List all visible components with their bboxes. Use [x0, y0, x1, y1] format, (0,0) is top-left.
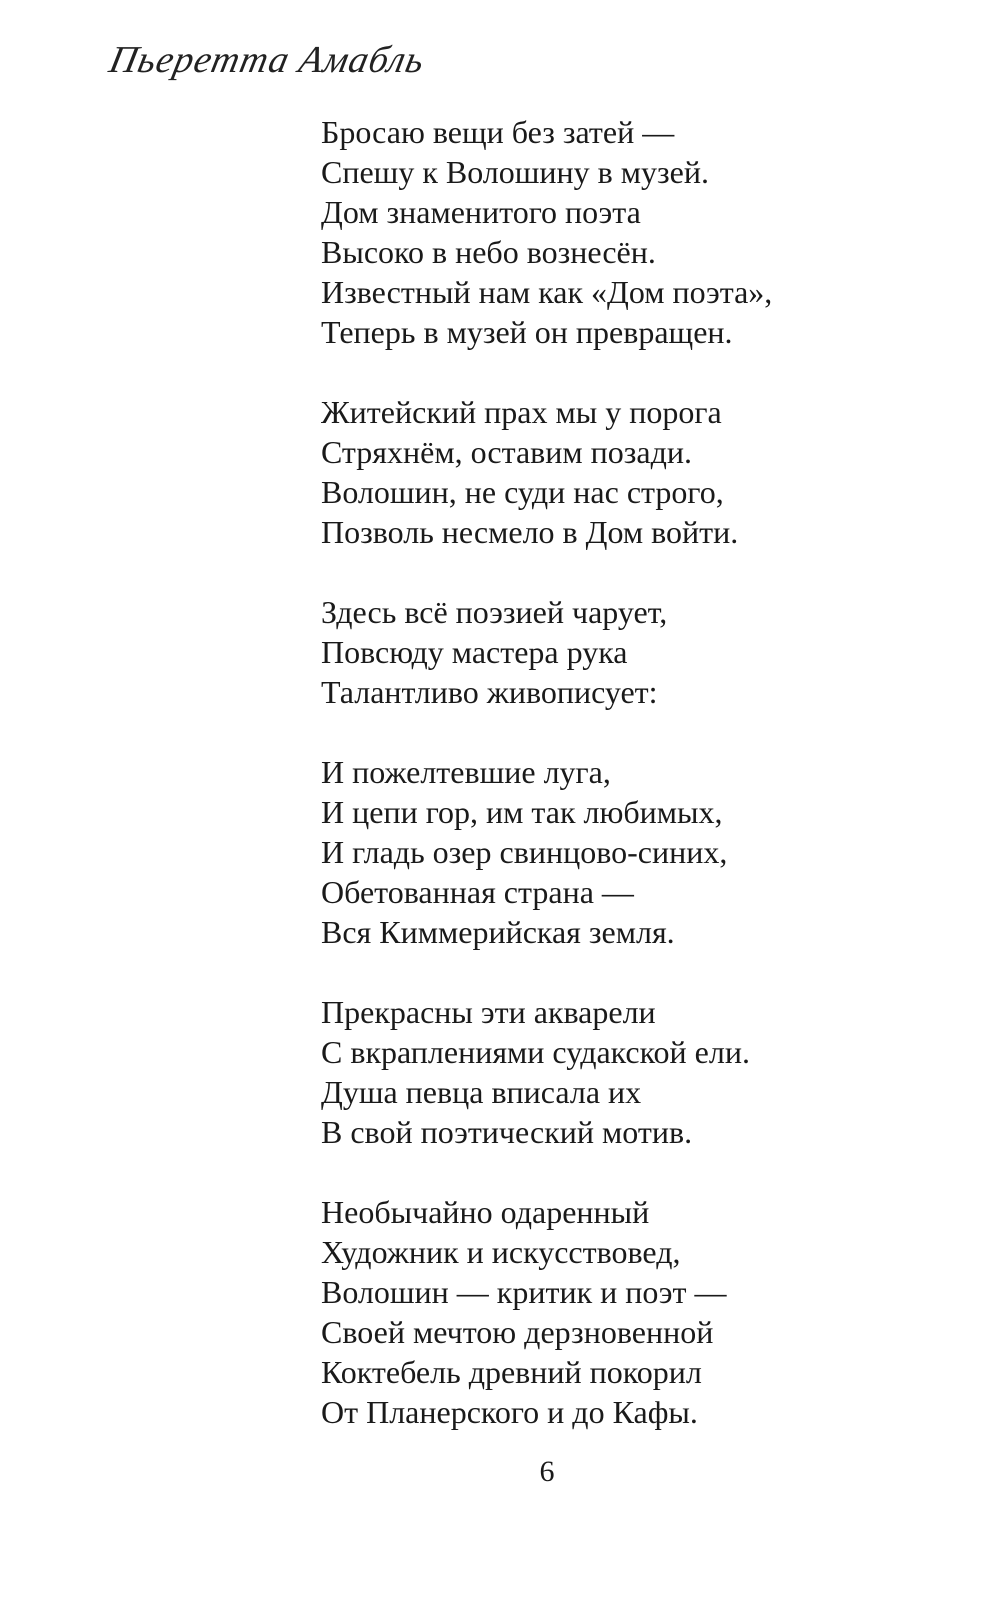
poem-line: Волошин, не суди нас строго,	[321, 474, 724, 510]
poem-stanza	[321, 1192, 921, 1432]
poem-stanza	[321, 112, 921, 352]
poem-line: Коктебель древний покорил	[321, 1354, 702, 1390]
poem-line: И пожелтевшие луга,	[321, 754, 611, 790]
poem-line: Спешу к Волошину в музей.	[321, 154, 709, 190]
poem-stanza	[321, 992, 921, 1152]
page-number: 6	[539, 1455, 555, 1488]
poem-line: Повсюду мастера рука	[321, 634, 628, 670]
poem-line: Необычайно одаренный	[321, 1194, 650, 1230]
poem-line: И цепи гор, им так любимых,	[321, 794, 723, 830]
poem-line: Теперь в музей он превращен.	[321, 314, 733, 350]
poem-line: Дом знаменитого поэта	[321, 194, 641, 230]
poem-line: Прекрасны эти акварели	[321, 994, 656, 1030]
poem-line: Стряхнём, оставим позади.	[321, 434, 693, 470]
poem-line: От Планерского и до Кафы.	[321, 1394, 698, 1430]
poem-line: В свой поэтический мотив.	[321, 1114, 693, 1150]
poem-stanza	[321, 392, 921, 552]
poem-line: Обетованная страна —	[321, 874, 634, 910]
author-signature: Пьеретта Амабль	[105, 39, 429, 81]
poem-line: Художник и искусствовед,	[321, 1234, 681, 1270]
poem-stanza	[321, 752, 921, 952]
poem-line: Позволь несмело в Дом войти.	[321, 514, 739, 550]
poem-body	[321, 112, 921, 1432]
poem-stanza	[321, 592, 921, 712]
poem-line: Житейский прах мы у порога	[321, 394, 722, 430]
poem-line: Вся Киммерийская земля.	[321, 914, 675, 950]
poem-line: Бросаю вещи без затей —	[321, 114, 675, 150]
poem-line: Здесь всё поэзией чарует,	[321, 594, 668, 630]
poem-line: Талантливо живописует:	[321, 674, 658, 710]
poem-line: Волошин — критик и поэт —	[321, 1274, 727, 1310]
poem-line: Известный нам как «Дом поэта»,	[321, 274, 773, 310]
poem-line: С вкраплениями судакской ели.	[321, 1034, 750, 1070]
poem-line: Душа певца вписала их	[321, 1074, 642, 1110]
poem-line: И гладь озер свинцово-синих,	[321, 834, 728, 870]
poem-line: Своей мечтою дерзновенной	[321, 1314, 714, 1350]
poem-line: Высоко в небо вознесён.	[321, 234, 656, 270]
